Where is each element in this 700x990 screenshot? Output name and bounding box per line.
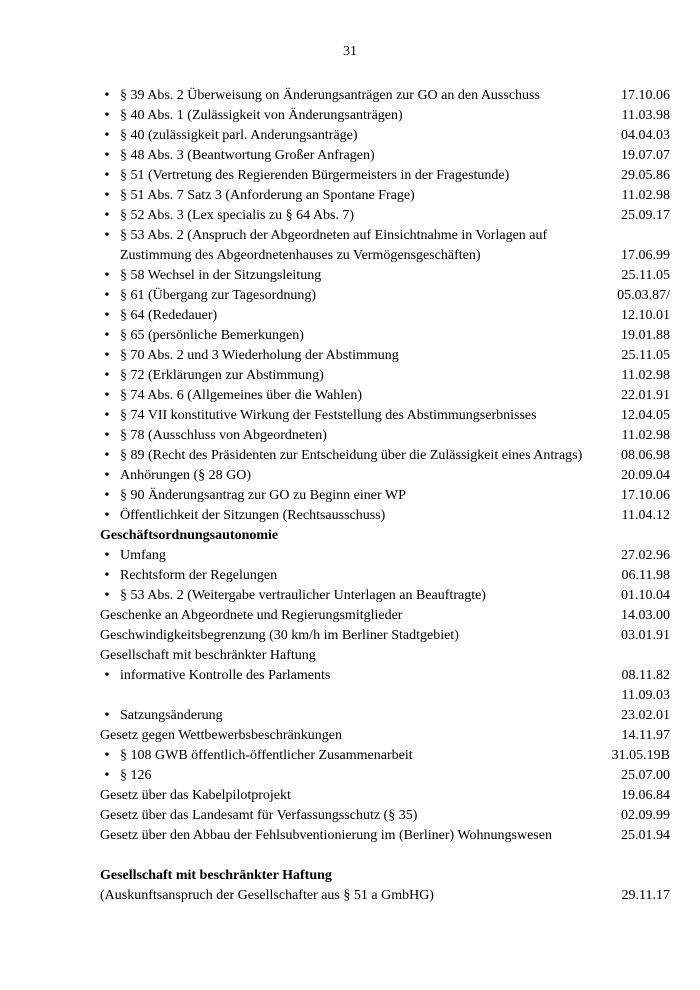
bullet-icon: • bbox=[104, 308, 110, 323]
entry-label: Anhörungen (§ 28 GO) bbox=[120, 468, 252, 483]
entry-label: § 74 Abs. 6 (Allgemeines über die Wahlen) bbox=[120, 388, 363, 403]
index-list bbox=[100, 86, 670, 906]
entry-label: § 48 Abs. 3 (Beantwortung Großer Anfragen) bbox=[120, 148, 375, 163]
index-entry bbox=[100, 846, 670, 866]
entry-date: 03.01.91 bbox=[621, 628, 670, 643]
entry-date: 11.02.98 bbox=[621, 428, 670, 443]
entry-date: 20.09.04 bbox=[621, 468, 670, 483]
entry-label: Gesellschaft mit beschränkter Haftung bbox=[100, 868, 332, 883]
entry-label: § 89 (Recht des Präsidenten zur Entscheidung über die Zulässigkeit eines Antrags) bbox=[120, 448, 583, 463]
entry-label: § 61 (Übergang zur Tagesordnung) bbox=[120, 288, 317, 303]
entry-label: informative Kontrolle des Parlaments bbox=[120, 668, 331, 683]
entry-date: 05.03.87/ bbox=[617, 288, 670, 303]
index-entry bbox=[100, 386, 670, 406]
index-entry bbox=[100, 746, 670, 766]
entry-label: § 52 Abs. 3 (Lex specialis zu § 64 Abs. 7) bbox=[120, 208, 355, 223]
entry-label: § 51 (Vertretung des Regierenden Bürgermeisters in der Fragestunde) bbox=[120, 168, 510, 183]
entry-label: § 64 (Rededauer) bbox=[120, 308, 218, 323]
index-entry bbox=[100, 626, 670, 646]
entry-label: § 40 (zulässigkeit parl. Anderungsanträge) bbox=[120, 128, 358, 143]
entry-date: 11.09.03 bbox=[621, 688, 670, 703]
entry-date: 17.10.06 bbox=[621, 88, 670, 103]
entry-date: 14.11.97 bbox=[621, 728, 670, 743]
bullet-icon: • bbox=[104, 88, 110, 103]
entry-label: Öffentlichkeit der Sitzungen (Rechtsausschuss) bbox=[120, 508, 386, 523]
entry-date: 25.11.05 bbox=[621, 268, 670, 283]
index-entry bbox=[100, 826, 670, 846]
entry-date: 31.05.19B bbox=[611, 748, 670, 763]
bullet-icon: • bbox=[104, 128, 110, 143]
entry-label: Rechtsform der Regelungen bbox=[120, 568, 278, 583]
entry-date: 17.10.06 bbox=[621, 488, 670, 503]
entry-date: 14.03.00 bbox=[621, 608, 670, 623]
entry-label: § 51 Abs. 7 Satz 3 (Anforderung an Spontane Frage) bbox=[120, 188, 415, 203]
entry-label: § 53 Abs. 2 (Weitergabe vertraulicher Unterlagen an Beauftragte) bbox=[120, 588, 486, 603]
entry-date: 27.02.96 bbox=[621, 548, 670, 563]
entry-label: § 58 Wechsel in der Sitzungsleitung bbox=[120, 268, 322, 283]
bullet-icon: • bbox=[104, 548, 110, 563]
index-entry bbox=[100, 366, 670, 386]
index-entry bbox=[100, 86, 670, 106]
index-entry bbox=[100, 186, 670, 206]
entry-label: Gesetz über das Kabelpilotprojekt bbox=[100, 788, 291, 803]
index-entry bbox=[100, 406, 670, 426]
entry-date: 29.05.86 bbox=[621, 168, 670, 183]
bullet-icon: • bbox=[104, 488, 110, 503]
bullet-icon: • bbox=[104, 348, 110, 363]
entry-date: 25.01.94 bbox=[621, 828, 670, 843]
bullet-icon: • bbox=[104, 508, 110, 523]
entry-date: 25.11.05 bbox=[621, 348, 670, 363]
entry-date: 23.02.01 bbox=[621, 708, 670, 723]
index-entry bbox=[100, 266, 670, 286]
entry-label: Gesetz über das Landesamt für Verfassungsschutz (§ 35) bbox=[100, 808, 418, 823]
entry-date: 19.06.84 bbox=[621, 788, 670, 803]
index-entry bbox=[100, 706, 670, 726]
entry-label: Geschenke an Abgeordnete und Regierungsmitglieder bbox=[100, 608, 403, 623]
bullet-icon: • bbox=[104, 468, 110, 483]
index-entry bbox=[100, 326, 670, 346]
index-entry bbox=[100, 806, 670, 826]
entry-label: § 108 GWB öffentlich-öffentlicher Zusammenarbeit bbox=[120, 748, 413, 763]
index-entry bbox=[100, 286, 670, 306]
entry-date: 22.01.91 bbox=[621, 388, 670, 403]
entry-label: § 90 Änderungsantrag zur GO zu Beginn einer WP bbox=[120, 488, 406, 503]
entry-label: Umfang bbox=[120, 548, 166, 563]
bullet-icon: • bbox=[104, 768, 110, 783]
entry-label: Geschäftsordnungsautonomie bbox=[100, 528, 279, 543]
index-entry bbox=[100, 686, 670, 706]
entry-date: 29.11.17 bbox=[621, 888, 670, 903]
entry-label: § 39 Abs. 2 Überweisung on Änderungsanträgen zur GO an den Ausschuss bbox=[120, 88, 540, 103]
bullet-icon: • bbox=[104, 568, 110, 583]
entry-date: 02.09.99 bbox=[621, 808, 670, 823]
bullet-icon: • bbox=[104, 668, 110, 683]
index-entry bbox=[100, 306, 670, 326]
entry-label: Gesellschaft mit beschränkter Haftung bbox=[100, 648, 316, 663]
entry-label: Geschwindigkeitsbegrenzung (30 km/h im Berliner Stadtgebiet) bbox=[100, 628, 459, 643]
entry-label: § 53 Abs. 2 (Anspruch der Abgeordneten auf Einsichtnahme in Vorlagen auf Zustimmung des Abgeordnetenhauses zu Vermögensgeschäften) bbox=[120, 228, 548, 263]
entry-label: Satzungsänderung bbox=[120, 708, 223, 723]
index-entry bbox=[100, 886, 670, 906]
bullet-icon: • bbox=[104, 268, 110, 283]
index-entry bbox=[100, 146, 670, 166]
index-entry bbox=[100, 346, 670, 366]
entry-date: 19.01.88 bbox=[621, 328, 670, 343]
entry-label: Gesetz über den Abbau der Fehlsubventionierung im (Berliner) Wohnungswesen bbox=[100, 828, 552, 843]
bullet-icon: • bbox=[104, 288, 110, 303]
bullet-icon: • bbox=[104, 428, 110, 443]
bullet-icon: • bbox=[104, 328, 110, 343]
entry-date: 25.07.00 bbox=[621, 768, 670, 783]
index-entry bbox=[100, 226, 670, 266]
entry-date: 11.02.98 bbox=[621, 368, 670, 383]
section-heading bbox=[100, 866, 670, 886]
bullet-icon: • bbox=[104, 708, 110, 723]
entry-label: (Auskunftsanspruch der Gesellschafter aus § 51 a GmbHG) bbox=[100, 888, 434, 903]
bullet-icon: • bbox=[104, 148, 110, 163]
entry-date: 06.11.98 bbox=[621, 568, 670, 583]
index-entry bbox=[100, 646, 670, 666]
entry-label: § 70 Abs. 2 und 3 Wiederholung der Abstimmung bbox=[120, 348, 399, 363]
index-entry bbox=[100, 586, 670, 606]
bullet-icon: • bbox=[104, 168, 110, 183]
entry-date: 11.03.98 bbox=[621, 108, 670, 123]
entry-date: 11.02.98 bbox=[621, 188, 670, 203]
entry-date: 19.07.07 bbox=[621, 148, 670, 163]
entry-date: 12.04.05 bbox=[621, 408, 670, 423]
bullet-icon: • bbox=[104, 408, 110, 423]
index-entry bbox=[100, 666, 670, 686]
entry-date: 04.04.03 bbox=[621, 128, 670, 143]
index-entry bbox=[100, 426, 670, 446]
entry-label: § 126 bbox=[120, 768, 152, 783]
entry-date: 25.09.17 bbox=[621, 208, 670, 223]
entry-date: 08.11.82 bbox=[621, 668, 670, 683]
bullet-icon: • bbox=[104, 188, 110, 203]
bullet-icon: • bbox=[104, 228, 110, 243]
entry-label: § 74 VII konstitutive Wirkung der Feststellung des Abstimmungserbnisses bbox=[120, 408, 537, 423]
section-heading bbox=[100, 526, 670, 546]
index-entry bbox=[100, 466, 670, 486]
bullet-icon: • bbox=[104, 108, 110, 123]
index-entry bbox=[100, 606, 670, 626]
index-entry bbox=[100, 506, 670, 526]
page-number: 31 bbox=[343, 44, 357, 59]
entry-label: § 72 (Erklärungen zur Abstimmung) bbox=[120, 368, 324, 383]
entry-label: § 78 (Ausschluss von Abgeordneten) bbox=[120, 428, 327, 443]
bullet-icon: • bbox=[104, 208, 110, 223]
index-entry bbox=[100, 786, 670, 806]
index-entry bbox=[100, 566, 670, 586]
bullet-icon: • bbox=[104, 748, 110, 763]
index-entry bbox=[100, 126, 670, 146]
bullet-icon: • bbox=[104, 588, 110, 603]
index-entry bbox=[100, 766, 670, 786]
entry-date: 17.06.99 bbox=[621, 248, 670, 263]
entry-date: 08.06.98 bbox=[621, 448, 670, 463]
index-entry bbox=[100, 106, 670, 126]
bullet-icon: • bbox=[104, 388, 110, 403]
index-entry bbox=[100, 446, 670, 466]
bullet-icon: • bbox=[104, 448, 110, 463]
entry-label: § 40 Abs. 1 (Zulässigkeit von Änderungsanträgen) bbox=[120, 108, 403, 123]
entry-label: § 65 (persönliche Bemerkungen) bbox=[120, 328, 304, 343]
entry-label: Gesetz gegen Wettbewerbsbeschränkungen bbox=[100, 728, 342, 743]
entry-date: 01.10.04 bbox=[621, 588, 670, 603]
index-entry bbox=[100, 166, 670, 186]
index-entry bbox=[100, 486, 670, 506]
index-entry bbox=[100, 546, 670, 566]
entry-date: 11.04.12 bbox=[621, 508, 670, 523]
index-entry bbox=[100, 206, 670, 226]
bullet-icon: • bbox=[104, 368, 110, 383]
index-entry bbox=[100, 726, 670, 746]
entry-date: 12.10.01 bbox=[621, 308, 670, 323]
